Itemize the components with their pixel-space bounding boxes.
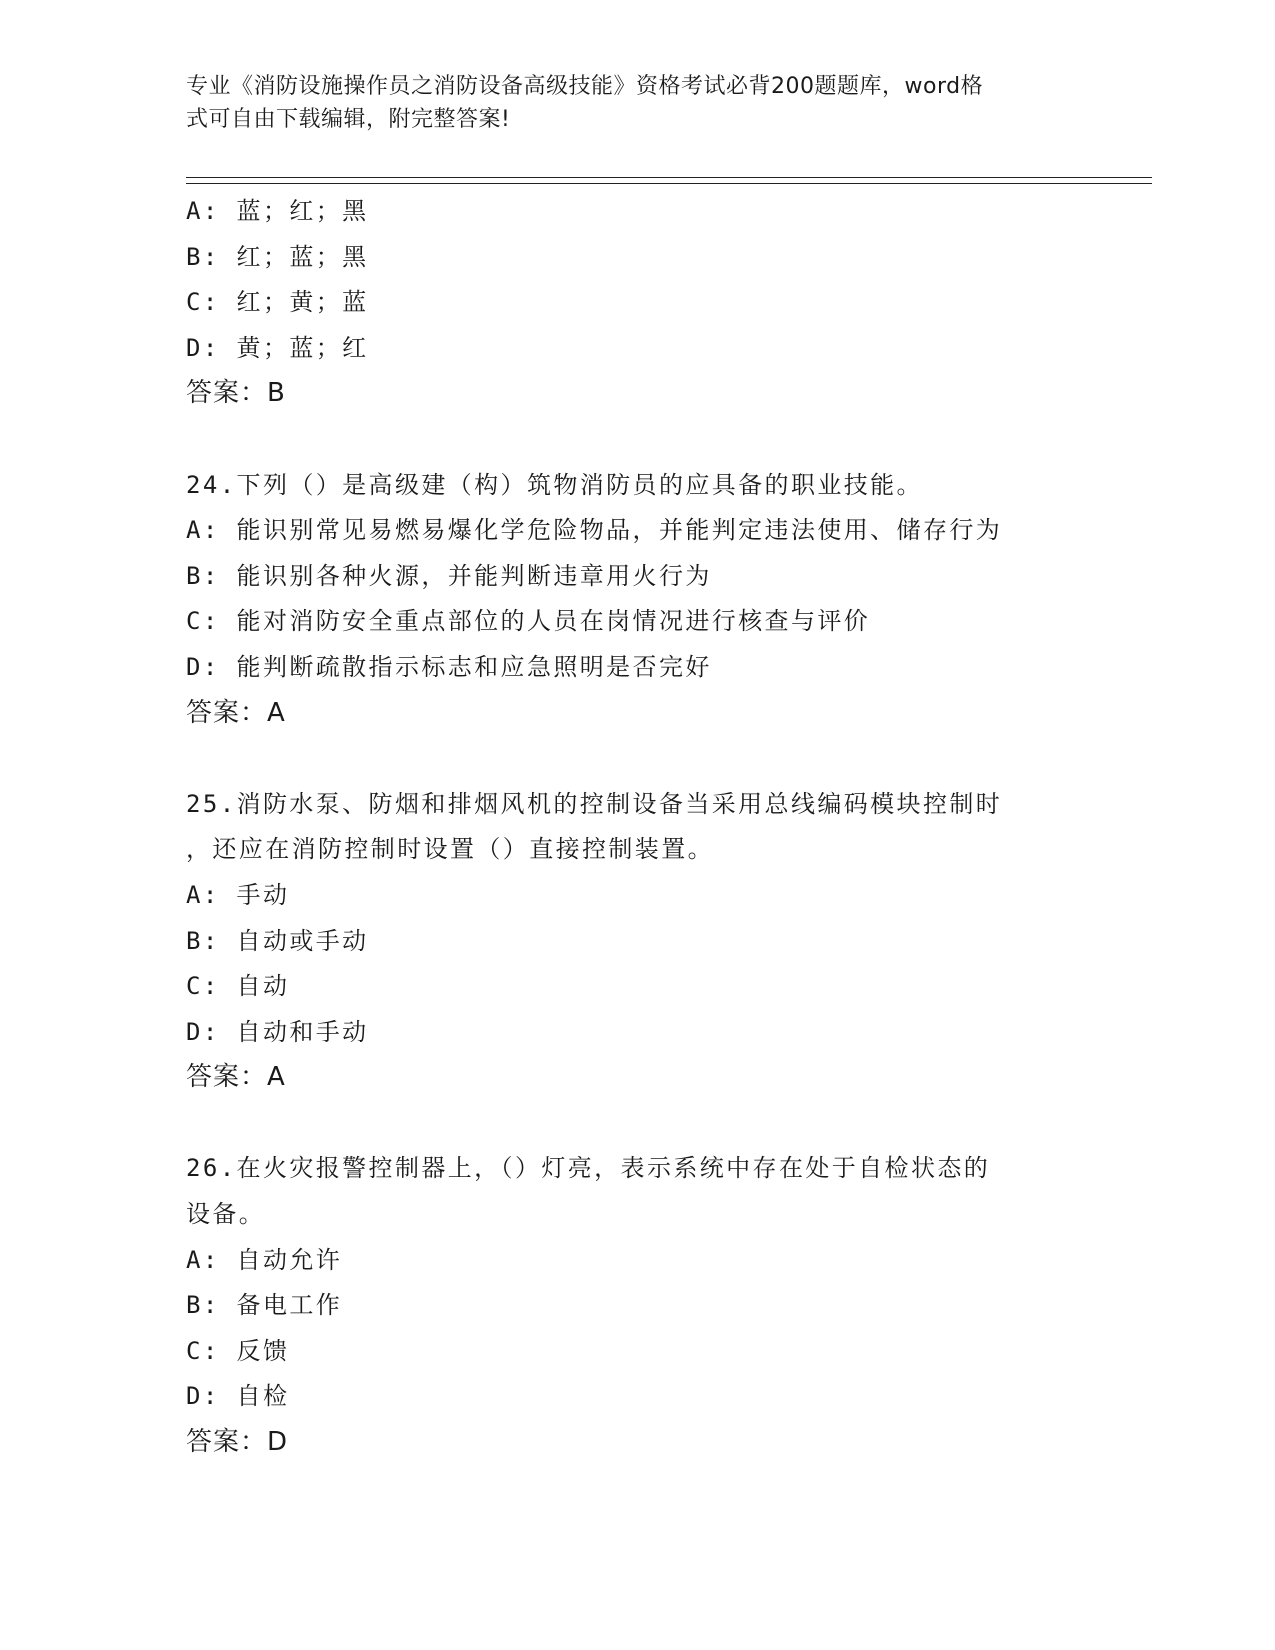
option-a: A: 能识别常见易燃易爆化学危险物品，并能判定违法使用、储存行为 [186,516,1003,545]
question-26 [186,1146,1086,1465]
spacer [186,1101,1086,1147]
header-rule-bottom [186,183,1152,184]
header-rule-top [186,177,1152,178]
option-d: D: 自动和手动 [186,1017,369,1046]
option-d: D: 黄；蓝；红 [186,333,369,362]
spacer [186,736,1086,782]
option-a: A: 手动 [186,880,290,909]
option-c: C: 能对消防安全重点部位的人员在岗情况进行核查与评价 [186,607,871,636]
question-text: 24.下列（）是高级建（构）筑物消防员的应具备的职业技能。 [186,470,923,499]
answer: 答案：D [186,1427,289,1458]
option-d: D: 能判断疏散指示标志和应急照明是否完好 [186,652,712,681]
question-25 [186,782,1086,1101]
question-24 [186,463,1086,737]
option-a: A: 自动允许 [186,1245,343,1274]
question-list [186,189,1086,1466]
header-line-1: 专业《消防设施操作员之消防设备高级技能》资格考试必背200题题库，word格 [186,74,984,99]
option-c: C: 红；黄；蓝 [186,288,369,317]
answer: 答案：A [186,697,286,728]
header-line-2: 式可自由下载编辑，附完整答案! [186,107,511,132]
question-text-continued: 设备。 [186,1200,266,1229]
option-b: B: 能识别各种火源，并能判断违章用火行为 [186,561,712,590]
option-b: B: 自动或手动 [186,926,369,955]
question-23 [186,189,1086,417]
option-c: C: 反馈 [186,1336,290,1365]
answer: 答案：B [186,378,286,409]
option-c: C: 自动 [186,972,290,1001]
option-b: B: 备电工作 [186,1291,343,1320]
question-text-continued: ，还应在消防控制时设置（）直接控制装置。 [186,835,714,864]
option-b: B: 红；蓝；黑 [186,242,369,271]
option-d: D: 自检 [186,1382,290,1411]
document-header [186,70,1066,136]
spacer [186,417,1086,463]
question-text: 26.在火灾报警控制器上，（）灯亮，表示系统中存在处于自检状态的 [186,1154,991,1183]
option-a: A: 蓝；红；黑 [186,197,369,225]
answer: 答案：A [186,1062,286,1093]
question-text: 25.消防水泵、防烟和排烟风机的控制设备当采用总线编码模块控制时 [186,789,1003,818]
